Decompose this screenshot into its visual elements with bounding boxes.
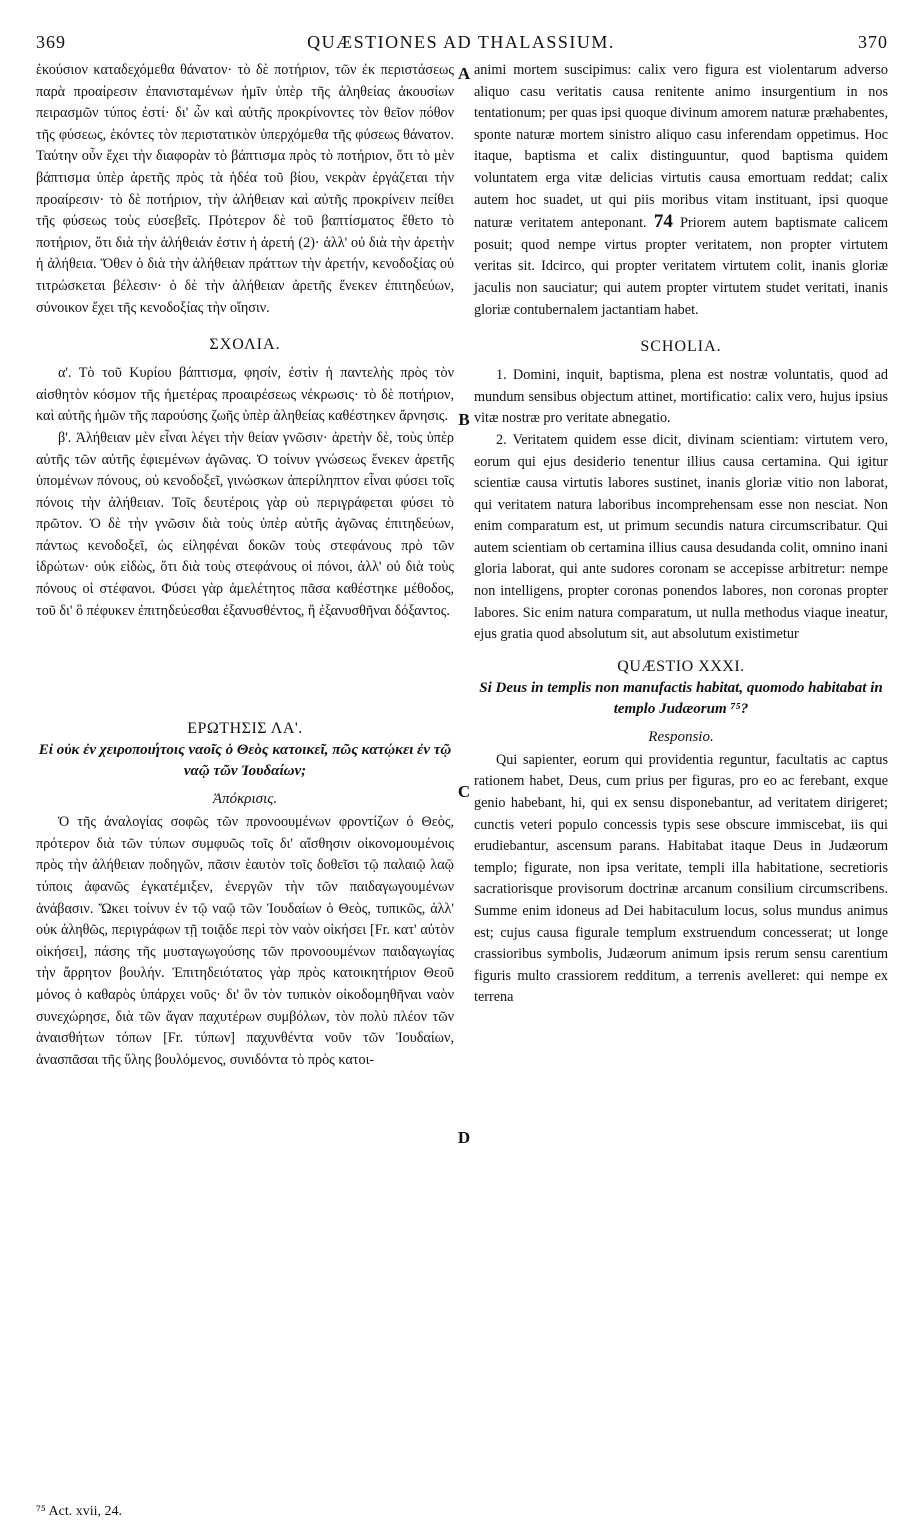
greek-scholion-2: β'. Ἀλήθειαν μὲν εἶναι λέγει τὴν θείαν γνῶσιν· ἀρετὴν δὲ, τοὺς ὑπὲρ αὐτῆς τῶν αὐτῆς ἐφιεμένων ἀγῶνας. Ὁ τοίνυν γνώσεως ἕνεκεν ἀρετῆς ὑπομένων πόνους, οὐ κενοδοξεῖ, γινώσκων ἀπερίληπτον εἶναι φύσει τοῖς πόνοις τὴν ἀλήθειαν. Τοῖς δευτέροις γὰρ οὐ περιγράφεται φύσει τὸ πρῶτον. Ὁ δὲ τὴν γνῶσιν διὰ τοὺς ὑπὲρ αὐτῆς ἀγῶνας ἐπιτηδεύων, πάντως κενοδοξεῖ, ὡς εἰληφέναι δοκῶν τοὺς στεφάνους πρὸ τῶν ἱδρώτων· οὐκ εἰδὼς, ὅτι διὰ τοὺς στεφάνους οἱ πόνοι, ἀλλ' οὐ διὰ τοὺς πόνους οἱ στέφανοι. Φύσει γὰρ ἀμελέτητος πᾶσα καθέστηκε μέθοδος, τοῦ δι' ὃ πέφυκεν ἐπιτηδεύεσθαι ἐξανυσθέντος, ἢ ἐξανυσθῆναι δόξαντος.	[36, 429, 454, 619]
greek-question-text: Εἰ οὐκ ἐν χειροποιήτοις ναοῖς ὁ Θεὸς κατοικεῖ, πῶς κατῴκει ἐν τῷ ναῷ τῶν Ἰουδαίων;	[38, 742, 452, 780]
greek-scholion-1: α'. Τὸ τοῦ Κυρίου βάπτισμα, φησίν, ἐστὶν ἡ παντελὴς πρὸς τὸν αἰσθητὸν κόσμον τῆς ἡμετέρας προαιρέσεως νέκρωσις· τὸ δὲ ποτήριον, καὶ αὐτῆς ἡμῶν τῆς παρούσης ζωῆς ὑπὲρ ἀληθείας καθέστηκεν ἄρνησις.	[36, 365, 454, 425]
margin-letter-a: A	[457, 64, 471, 83]
latin-main-text	[474, 60, 888, 321]
page-number-left: 369	[36, 32, 66, 52]
latin-scholion-2: 2. Veritatem quidem esse dicit, divinam scientiam: virtutem vero, eorum qui ejus desiderio tenentur illius causa certamina. Qui igitur scientiæ causa virtutis labores sustinet, inanis gloriæ vitio non laborat, qui veritatem natura laboribus incomprehensam esse non nesciat. Non enim comparatum est, ut primum secundis natura circumscribatur. Qui autem scientiam ob certamina illius causa desudanda colit, omnino inani gloria laborat, qui ante sudores coronam se accepisse arbitretur: nempe non intelligens, propter coronas ponendos labores, non coronas propter labores. Sic enim natura comparatum, ut nulla methodus viaque ineatur, ejus gratia quod absolutum sit, aut absolutum existimetur	[474, 431, 888, 643]
latin-response-text: Qui sapienter, eorum qui providentia reguntur, facultatis ac captus rationem habet, Deus, cum prius per figuras, pro eo ac ferebant, exque genio habebant, hi, qui ex sensu disponebantur, ad veritatem dirigeret; cunctis veteri populo concessis typis sese obscure immiscebat, iis qui erudiebantur, ascensum parans. Habitabat itaque Deus in Judæorum templo; figurate, non ipsa veritate, templi illa habitatione, secretioris sacratiorisque provisorum doctrinæ arcanum consilium circumscribens. Summe enim idoneus ad Dei habitaculum locus, solus mundus animus est; cujus causa figurale templum exstruendum concesserat; ut longe crassioribus symbolis, Judæorum animum ipsis rerum sensu carentium figuris multo crassiorem redditum, a terrenis avelleret: qui nempe ex terrena	[474, 751, 888, 1006]
greek-column	[36, 60, 454, 1071]
latin-main-text-after: Priorem autem baptismate calicem posuit; quod nempe virtus propter veritatem, non propter virtutem veritas sit. Idcirco, qui propter veritatem virtutem colit, inanis gloriæ jaculis non sauciatur; qui autem propter virtutem studet veritati, inanis gloriæ contubernalem jactantiam habet.	[474, 215, 888, 318]
page-number-right: 370	[858, 32, 888, 52]
greek-main-text: ἑκούσιον καταδεχόμεθα θάνατον· τὸ δὲ ποτήριον, τῶν ἐκ περιστάσεως παρὰ προαίρεσιν ἐπανισταμένων ἡμῖν ὑπὲρ τῆς ἀληθείας ἀκουσίων πειρασμῶν τύπος ἐστί· δι' ὧν καὶ αὐτῆς προκρίνοντες τὸν θεῖον πόθον τῆς φύσεως, ἑκόντες τὸν περιστατικὸν ὑπερχόμεθα τῆς φύσεως θάνατον. Ταύτην οὖν ἔχει τὴν διαφορὰν τὸ βάπτισμα πρὸς τὸ ποτήριον, ὅτι τὸ μὲν βάπτισμα ὑπὲρ ἀρετῆς πρὸς τὰ ἡδέα τοῦ βίου, νεκρὰν ἐργάζεται τὴν προαίρεσιν· τὸ δὲ ποτήριον, τὴν ἀλήθειαν καὶ αὐτῆς προκρίνειν πείθει τῆς φύσεως τοὺς εὐσεβεῖς. Πρότερον δὲ τοῦ βαπτίσματος ἔθετο τὸ ποτήριον, ὅτι διὰ τὴν ἀλήθειάν ἐστιν ἡ ἀρετή (2)· ἀλλ' οὐ διὰ τὴν ἀρετὴν ἡ ἀλήθεια. Ὅθεν ὁ διὰ τὴν ἀλήθειαν πράττων τὴν ἀρετήν, κενοδοξίας οὐ τιτρώσκεται βέλεσιν· ὁ δὲ τὴν ἀλήθειαν ἀρετῆς ἕνεκεν ἐπιτηδεύων, σύνοικον ἔχει τῆς κενοδοξίας τὴν οἴησιν.	[36, 62, 454, 316]
footnote: ⁷⁵ Act. xvii, 24.	[36, 1504, 122, 1519]
running-title: QUÆSTIONES AD THALASSIUM.	[307, 32, 615, 52]
margin-letter-d: D	[457, 1128, 471, 1147]
latin-column	[474, 60, 888, 1009]
latin-question-title: QUÆSTIO XXXI.	[617, 657, 745, 675]
latin-main-text-before: animi mortem suscipimus: calix vero figura est violentarum adverso aliquo casu veritatis causa renitente animo insurgentium in nos tentationum; per quas ipsi quoque divinum amorem naturæ præhabentes, sponte naturæ mortem sinistro aliquo casu inferendam oppetimus. Hoc itaque, baptisma et calix distinguuntur, quod baptisma quidem voluntatem erga vitæ delicias virtutis causa emortuam reddat; calix autem hoc suadet, ut qui piis moribus vitam instituant, ipsi quoque naturæ veritatem anteponant.	[474, 62, 888, 232]
margin-letter-b: B	[458, 410, 470, 429]
margin-letter-c: C	[457, 782, 471, 801]
page-marker-74: 74	[653, 211, 673, 233]
greek-response-text: Ὁ τῆς ἀναλογίας σοφῶς τῶν προνοουμένων φροντίζων ὁ Θεὸς, πρότερον διὰ τῶν τύπων συμφυῶς τοῖς δι' αἴσθησιν οἰκονομουμένοις πρὸς τὴν ἀλήθειαν ποδηγῶν, πᾶσιν ἑαυτὸν τοῖς δοθεῖσι τῷ παλαιῷ λαῷ τύποις ἀφανῶς ἐγκατέμιξεν, ἐνεργῶν τὴν τῶν παιδαγωγουμένων ἀνάβασιν. Ὤκει τοίνυν ἐν τῷ ναῷ τῶν Ἰουδαίων ὁ Θεὸς, τυπικῶς, ἀλλ' οὐκ ἀληθῶς, περιγράφων τῇ τοιᾷδε περὶ τὸν ναὸν οἰκήσει [Fr. κατ' αὐτὸν οἰκήσει], πάσης τῆς μυσταγωγούσης τῶν προνοουμένων παιδαγωγίας τὴν ἄρρητον βουλήν. Ἐπιτηδειότατος γὰρ πρὸς κατοικητήριον Θεοῦ μόνος ὁ καθαρὸς ὑπάρχει νοῦς· δι' ὃν τὸν τυπικὸν οἰκοδομηθῆναι ναὸν συνεχώρησε, διὰ τῶν ἄγαν παχυτέρων συμβόλων, τὸν πολὺ πλέον τῶν ἀναισθήτων τόπων [Fr. τύπων] παχυνθέντα νοῦν τῶν Ἰουδαίων, ἀνασπᾶσαι τῆς ὕλης βουλόμενος, συνιδόντα τὸ πρὸς κατοι-	[36, 814, 454, 1068]
latin-response-title: Responsio.	[648, 728, 714, 745]
greek-scholia-title: ΣΧΟΛΙΑ.	[209, 336, 281, 354]
greek-response-title: Ἀπόκρισις.	[212, 791, 278, 808]
latin-question-text: Si Deus in templis non manufactis habitat, quomodo habitabat in templo Judæorum ⁷⁵?	[479, 679, 883, 717]
page-header	[30, 28, 892, 58]
latin-scholion-1: 1. Domini, inquit, baptisma, plena est nostræ voluntatis, quod ad mundum sensibus objectum attinet, mortificatio: calix vero, hujus ipsius vitæ nostræ pro veritate abnegatio.	[474, 367, 888, 427]
latin-scholia-title: SCHOLIA.	[640, 338, 722, 356]
greek-question-title: ΕΡΩΤΗΣΙΣ ΛΑ'.	[187, 720, 303, 738]
